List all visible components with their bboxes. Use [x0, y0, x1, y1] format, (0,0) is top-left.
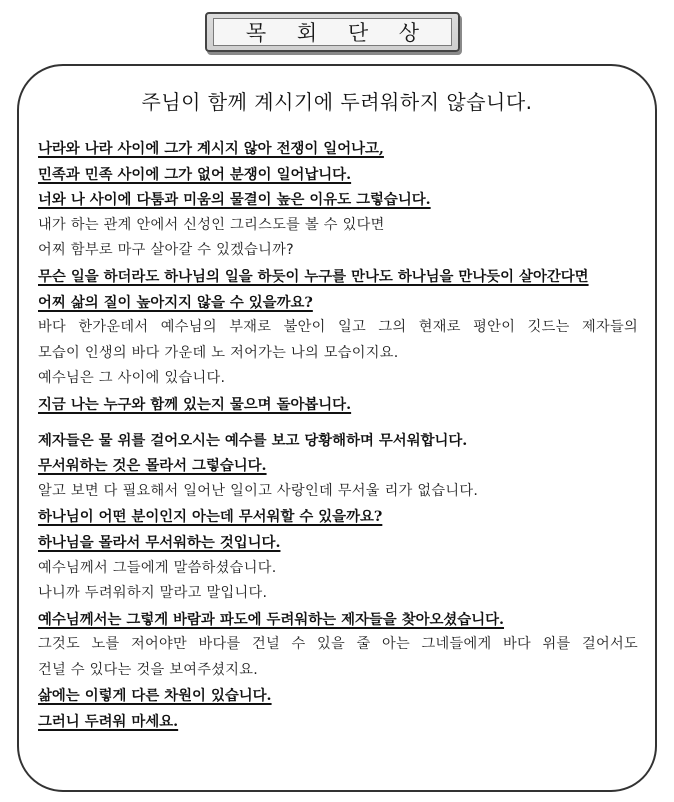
- article-heading: 주님이 함께 계시기에 두려워하지 않습니다.: [141, 90, 533, 114]
- body-line: 바다 한가운데서 예수님의 부재로 불안이 일고 그의 현재로 평안이 깃드는 제자들의: [38, 319, 638, 336]
- body-line: 예수님은 그 사이에 있습니다.: [38, 370, 226, 387]
- body-line-emphasis: 하나님을 몰라서 무서워하는 것입니다.: [38, 533, 281, 551]
- body-line-emphasis: 그러니 두려워 마세요.: [38, 713, 179, 731]
- body-line: 나니까 두려워하지 말라고 말입니다.: [38, 585, 268, 602]
- body-line-emphasis: 삶에는 이렇게 다른 차원이 있습니다.: [38, 687, 272, 705]
- body-line: 예수님께서 그들에게 말씀하셨습니다.: [38, 559, 277, 576]
- paragraph-gap: [38, 418, 638, 428]
- body-line: 건널 수 있다는 것을 보여주셨지요.: [38, 661, 259, 678]
- body-line: 어찌 함부로 마구 살아갈 수 있겠습니까?: [38, 242, 294, 259]
- body-line-emphasis: 무서워하는 것은 몰라서 그렇습니다.: [38, 457, 267, 475]
- body-line: 그것도 노를 저어야만 바다를 건널 수 있을 줄 아는 그네들에게 바다 위를 걸어서도: [38, 636, 638, 653]
- body-line-emphasis: 어찌 삶의 질이 높아지지 않을 수 있을까요?: [38, 293, 313, 311]
- body-line-emphasis: 예수님께서는 그렇게 바람과 파도에 두려워하는 제자들을 찾아오셨습니다.: [38, 610, 505, 628]
- section-title-tab: [205, 12, 460, 52]
- body-line-strong: 제자들은 물 위를 걸어오시는 예수를 보고 당황해하며 무서워합니다.: [38, 431, 468, 449]
- body-line-emphasis: 지금 나는 누구와 함께 있는지 물으며 돌아봅니다.: [38, 395, 352, 413]
- body-line-emphasis: 하나님이 어떤 분이인지 아는데 무서워할 수 있을까요?: [38, 508, 383, 526]
- body-line-emphasis: 나라와 나라 사이에 그가 계시지 않아 전쟁이 일어나고,: [38, 140, 384, 157]
- section-title-label: 목 회 단 상: [213, 18, 452, 46]
- body-line-emphasis: 무슨 일을 하더라도 하나님의 일을 하듯이 누구를 만나도 하나님을 만나듯이 살아간다면: [38, 267, 589, 285]
- body-line: 알고 보면 다 필요해서 일어난 일이고 사랑인데 무서울 리가 없습니다.: [38, 482, 479, 499]
- body-line: 모습이 인생의 바다 가운데 노 저어가는 나의 모습이지요.: [38, 344, 399, 361]
- body-line-emphasis: 너와 나 사이에 다툼과 미움의 물결이 높은 이유도 그렇습니다.: [38, 191, 431, 209]
- body-line-emphasis: 민족과 민족 사이에 그가 없어 분쟁이 일어납니다.: [38, 165, 352, 183]
- article-body: [38, 136, 638, 735]
- body-line: 내가 하는 관계 안에서 신성인 그리스도를 볼 수 있다면: [38, 216, 385, 233]
